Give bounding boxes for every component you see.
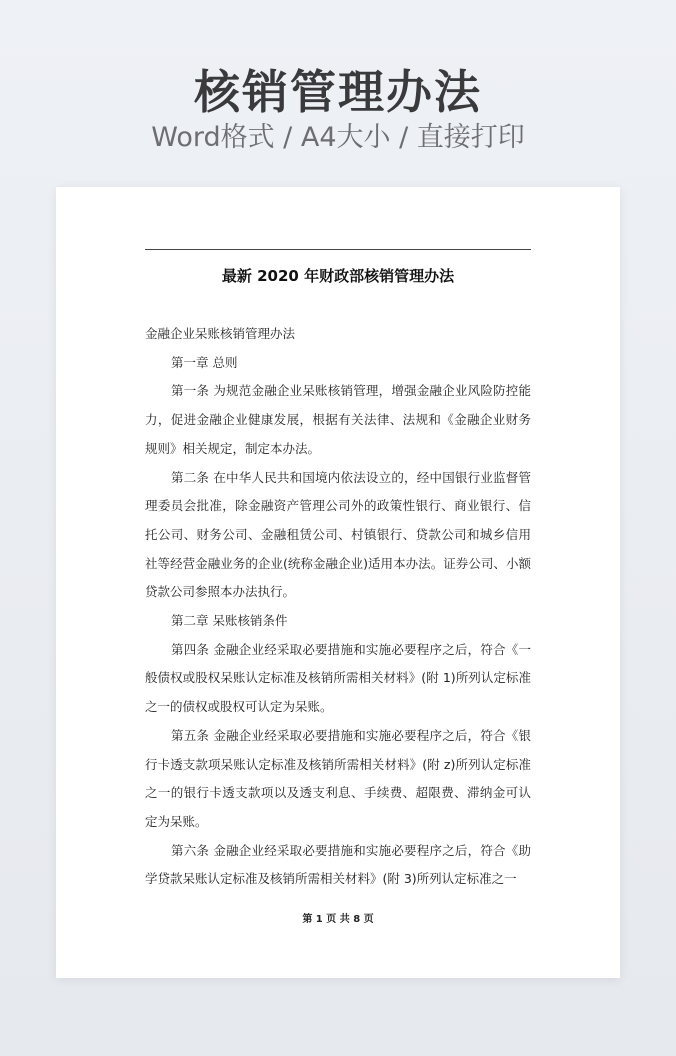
document-body <box>145 320 531 894</box>
body-paragraph-heading: 金融企业呆账核销管理办法 <box>145 326 296 341</box>
banner-subtitle: Word格式 / A4大小 / 直接打印 <box>151 122 525 153</box>
article-paragraph: 第四条 金融企业经采取必要措施和实施必要程序之后，符合《一般债权或股权呆账认定标准及核销所需相关材料》(附 1)所列认定标准之一的债权或股权可认定为呆账。 <box>145 641 531 715</box>
article-paragraph: 第二条 在中华人民共和国境内依法设立的，经中国银行业监督管理委员会批准，除金融资产管理公司外的政策性银行、商业银行、信托公司、财务公司、金融租赁公司、村镇银行、贷款公司和城乡信用社等经营金融业务的企业(统称金融企业)适用本办法。证券公司、小额贷款公司参照本办法执行。 <box>145 469 531 600</box>
banner-title: 核销管理办法 <box>194 65 482 119</box>
chapter-heading: 第二章 呆账核销条件 <box>171 613 288 629</box>
document-title: 最新 2020 年财政部核销管理办法 <box>221 267 455 285</box>
header-rule <box>145 249 531 250</box>
document-page <box>56 187 620 978</box>
article-paragraph: 第六条 金融企业经采取必要措施和实施必要程序之后，符合《助学贷款呆账认定标准及核销所需相关材料》(附 3)所列认定标准之一 <box>145 842 531 887</box>
chapter-heading: 第一章 总则 <box>171 354 238 370</box>
article-paragraph: 第一条 为规范金融企业呆账核销管理，增强金融企业风险防控能力，促进金融企业健康发展，根据有关法律、法规和《金融企业财务规则》相关规定，制定本办法。 <box>145 383 531 456</box>
article-paragraph: 第五条 金融企业经采取必要措施和实施必要程序之后，符合《银行卡透支款项呆账认定标准及核销所需相关材料》(附 z)所列认定标准之一的银行卡透支款项以及透支利息、手续费、超限费、滞纳金可认定为呆账。 <box>145 727 531 829</box>
page-number-footer: 第 1 页 共 8 页 <box>302 914 374 925</box>
